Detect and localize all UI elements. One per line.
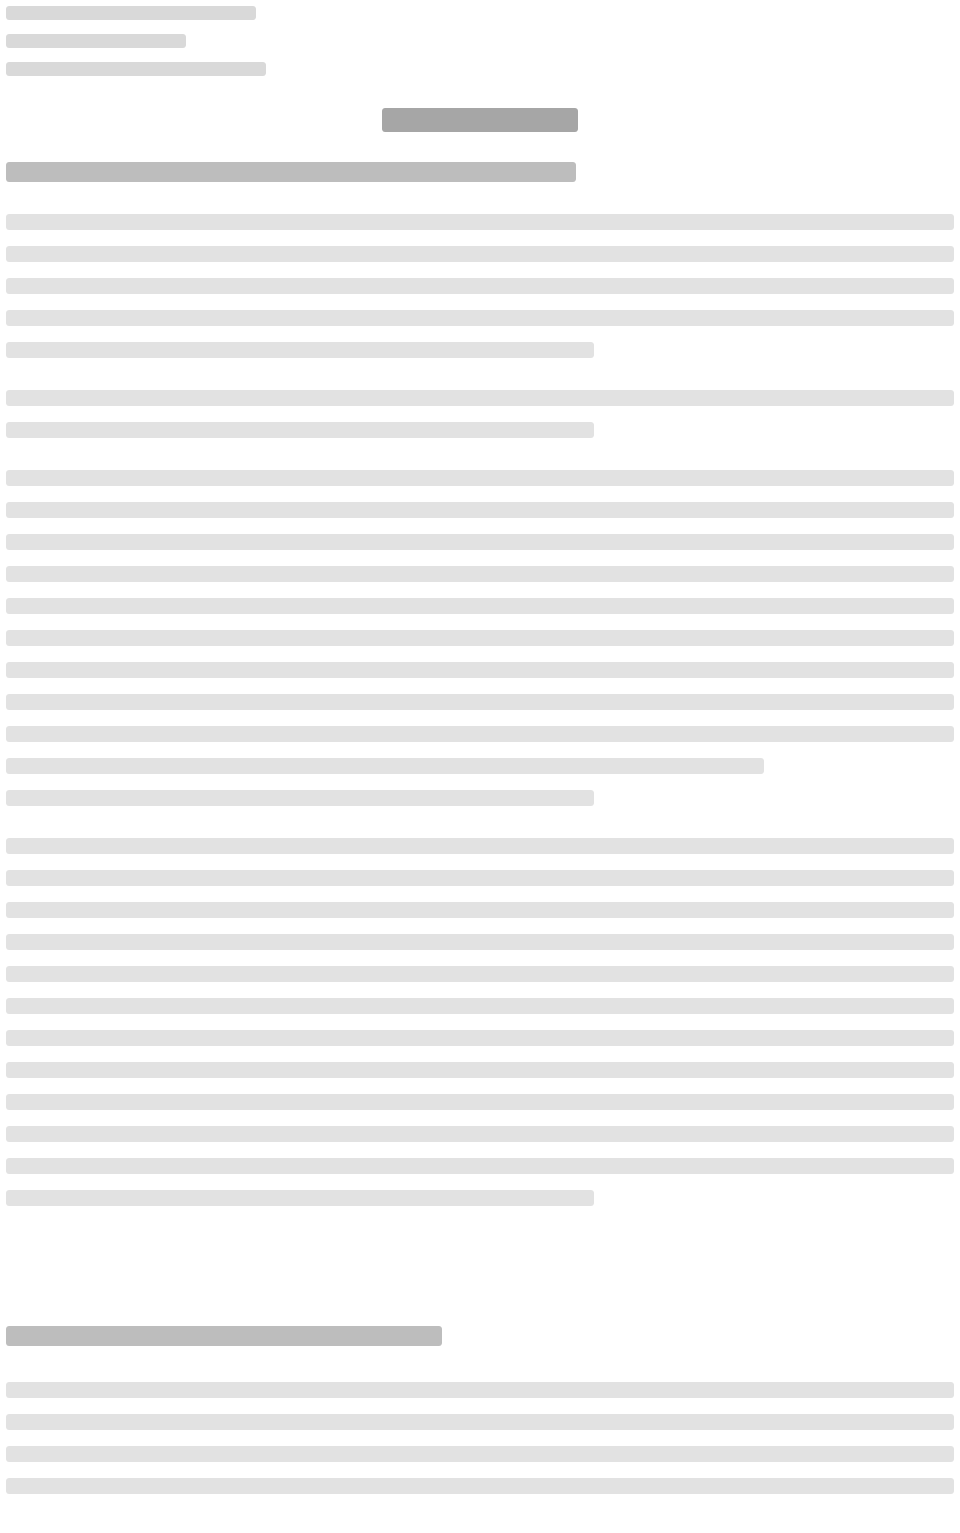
- text-line: [6, 1030, 954, 1046]
- text-line: [6, 390, 954, 406]
- text-line: [6, 662, 954, 678]
- text-line: [6, 726, 954, 742]
- text-line: [6, 1478, 954, 1494]
- section-b-body: [6, 1382, 954, 1510]
- text-line: [6, 838, 954, 854]
- text-line: [6, 694, 954, 710]
- section-a-heading: [6, 162, 576, 182]
- text-line: [6, 1414, 954, 1430]
- text-line: [6, 630, 954, 646]
- text-line: [6, 470, 954, 486]
- address-line: [6, 62, 266, 76]
- text-line: [6, 1382, 954, 1398]
- address-line: [6, 34, 186, 48]
- text-line: [6, 502, 954, 518]
- section-b-heading: [6, 1326, 442, 1346]
- text-line: [6, 758, 764, 774]
- section-a-body: [6, 214, 954, 1222]
- text-line: [6, 566, 954, 582]
- text-line: [6, 934, 954, 950]
- text-line: [6, 422, 594, 438]
- text-line: [6, 534, 954, 550]
- text-line: [6, 1190, 594, 1206]
- text-line: [6, 998, 954, 1014]
- address-line: [6, 6, 256, 20]
- text-line: [6, 902, 954, 918]
- text-line: [6, 966, 954, 982]
- text-line: [6, 214, 954, 230]
- text-line: [6, 246, 954, 262]
- text-line: [6, 790, 594, 806]
- text-line: [6, 1158, 954, 1174]
- text-line: [6, 598, 954, 614]
- text-line: [6, 870, 954, 886]
- text-line: [6, 310, 954, 326]
- text-line: [6, 278, 954, 294]
- text-line: [6, 1446, 954, 1462]
- text-line: [6, 1126, 954, 1142]
- text-line: [6, 1094, 954, 1110]
- text-line: [6, 342, 594, 358]
- document-title: [382, 108, 578, 132]
- text-line: [6, 1062, 954, 1078]
